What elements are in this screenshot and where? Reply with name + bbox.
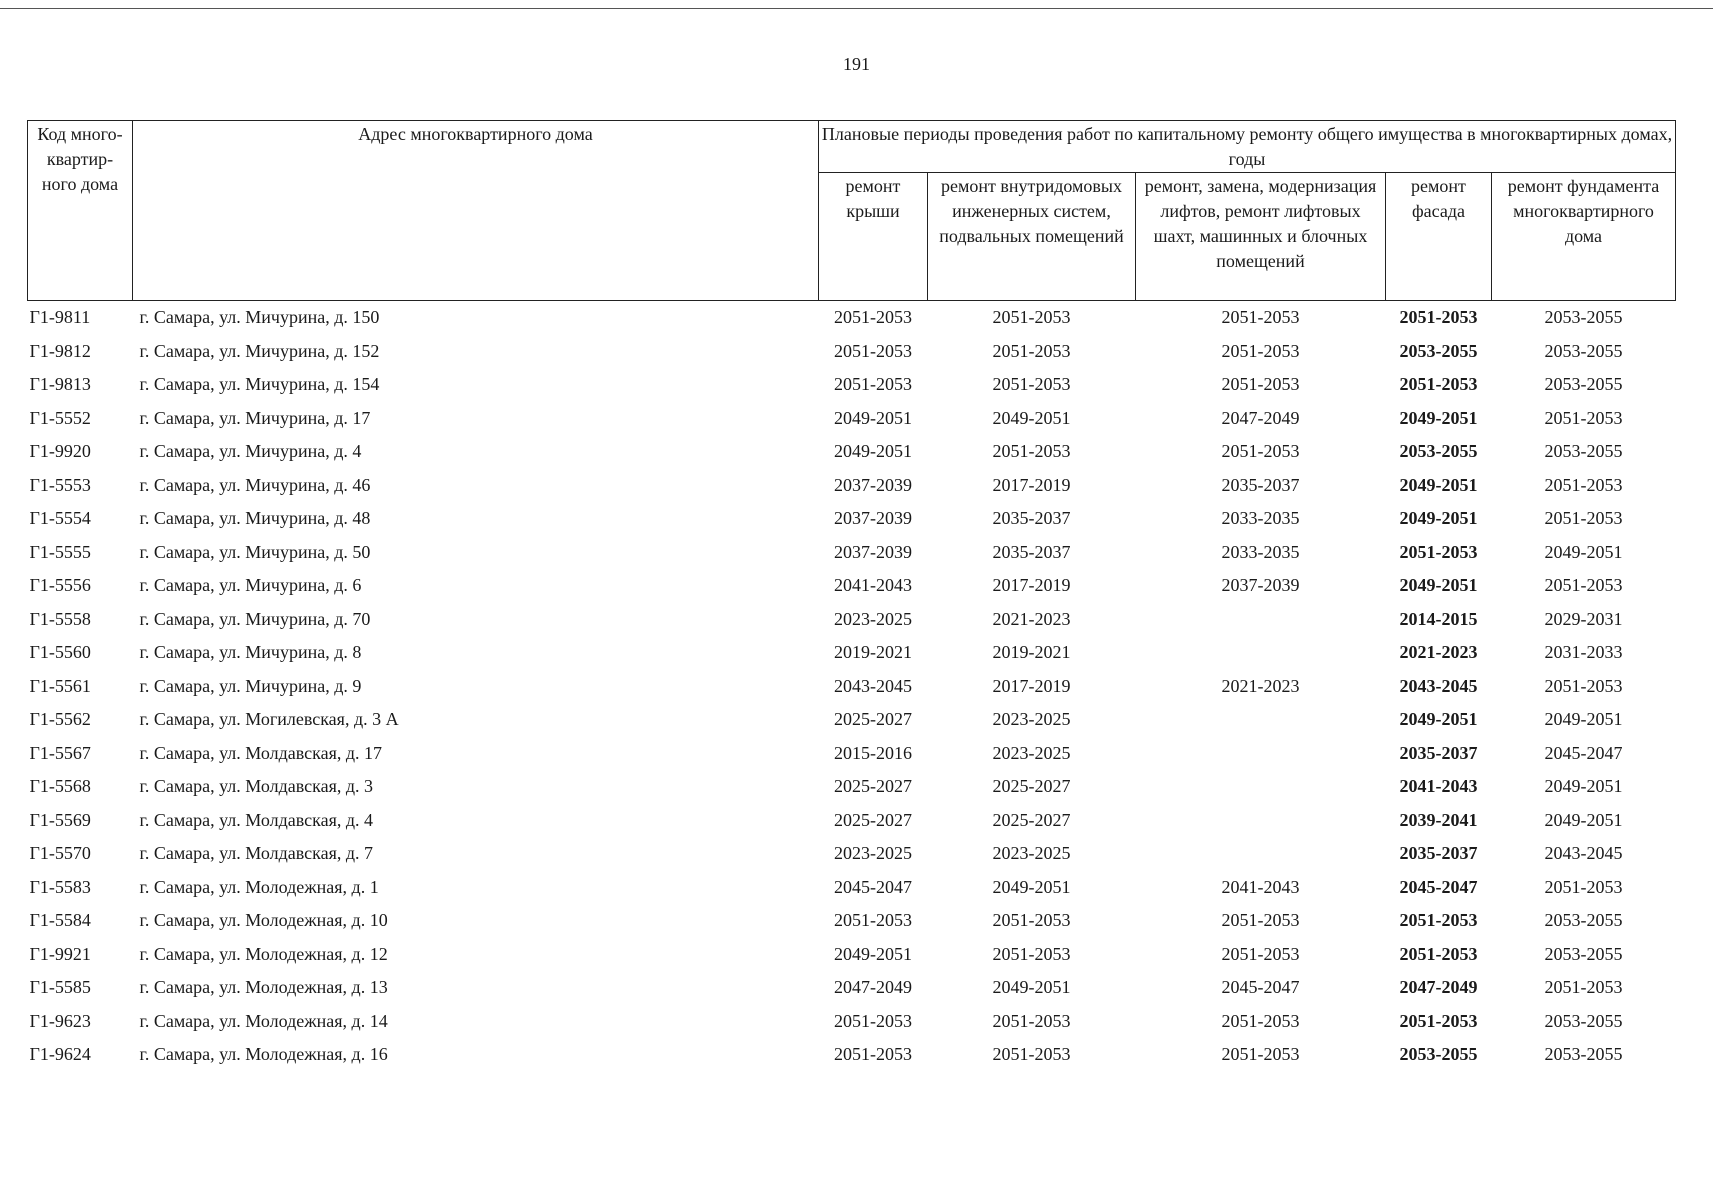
cell-code: Г1-9813 — [29, 374, 91, 395]
header-code: Код много-квартир-ного дома — [28, 121, 133, 301]
cell-foundation: 2051-2053 — [1544, 407, 1623, 428]
table-row — [28, 301, 1676, 335]
cell-roof: 2023-2025 — [834, 843, 912, 864]
table-row — [28, 1038, 1676, 1072]
cell-facade: 2041-2043 — [1399, 776, 1478, 797]
cell-systems: 2025-2027 — [992, 809, 1071, 830]
cell-foundation: 2049-2051 — [1544, 809, 1623, 830]
cell-address: г. Самара, ул. Мичурина, д. 17 — [139, 407, 371, 428]
cell-lifts: 2033-2035 — [1221, 508, 1300, 529]
capital-repair-table — [27, 120, 1676, 1072]
table-row — [28, 904, 1676, 938]
cell-systems: 2051-2053 — [992, 910, 1071, 931]
cell-address: г. Самара, ул. Молдавская, д. 3 — [139, 776, 374, 797]
cell-facade: 2014-2015 — [1399, 608, 1478, 629]
table-row — [28, 670, 1676, 704]
cell-lifts: 2051-2053 — [1221, 1010, 1300, 1031]
cell-systems: 2051-2053 — [992, 307, 1071, 328]
table-row — [28, 402, 1676, 436]
cell-facade: 2047-2049 — [1399, 977, 1478, 998]
cell-address: г. Самара, ул. Молодежная, д. 1 — [139, 876, 379, 897]
cell-lifts — [1136, 737, 1386, 771]
cell-code: Г1-5583 — [29, 876, 91, 897]
cell-address: г. Самара, ул. Молодежная, д. 14 — [139, 1010, 388, 1031]
cell-systems: 2023-2025 — [992, 843, 1071, 864]
table-row — [28, 435, 1676, 469]
cell-address: г. Самара, ул. Молдавская, д. 7 — [139, 843, 374, 864]
cell-lifts: 2051-2053 — [1221, 307, 1300, 328]
table-row — [28, 703, 1676, 737]
cell-systems: 2023-2025 — [992, 742, 1071, 763]
table-row — [28, 536, 1676, 570]
cell-facade: 2051-2053 — [1399, 1010, 1478, 1031]
cell-systems: 2035-2037 — [992, 541, 1071, 562]
cell-code: Г1-5555 — [29, 541, 91, 562]
cell-lifts — [1136, 603, 1386, 637]
cell-address: г. Самара, ул. Мичурина, д. 46 — [139, 474, 371, 495]
cell-lifts: 2051-2053 — [1221, 374, 1300, 395]
table-row — [28, 770, 1676, 804]
cell-address: г. Самара, ул. Молодежная, д. 13 — [139, 977, 388, 998]
header-planned-periods: Плановые периоды проведения работ по капитальному ремонту общего имущества в многоквартирных домах, годы — [819, 121, 1676, 173]
cell-roof: 2041-2043 — [834, 575, 912, 596]
cell-systems: 2051-2053 — [992, 441, 1071, 462]
cell-roof: 2037-2039 — [834, 474, 912, 495]
cell-code: Г1-9812 — [29, 340, 91, 361]
cell-code: Г1-5584 — [29, 910, 91, 931]
cell-facade: 2039-2041 — [1399, 809, 1478, 830]
cell-roof: 2019-2021 — [834, 642, 912, 663]
cell-facade: 2051-2053 — [1399, 541, 1478, 562]
cell-roof: 2037-2039 — [834, 508, 912, 529]
header-systems: ремонт внутридомовых инженерных систем, подвальных помещений — [928, 173, 1136, 301]
cell-foundation: 2053-2055 — [1544, 374, 1623, 395]
cell-foundation: 2053-2055 — [1544, 441, 1623, 462]
table-row — [28, 603, 1676, 637]
cell-address: г. Самара, ул. Молдавская, д. 4 — [139, 809, 374, 830]
cell-roof: 2043-2045 — [834, 675, 912, 696]
cell-lifts — [1136, 804, 1386, 838]
cell-lifts: 2047-2049 — [1221, 407, 1300, 428]
cell-code: Г1-5585 — [29, 977, 91, 998]
cell-roof: 2025-2027 — [834, 709, 912, 730]
cell-foundation: 2045-2047 — [1544, 742, 1623, 763]
cell-foundation: 2053-2055 — [1544, 910, 1623, 931]
header-roof: ремонт крыши — [819, 173, 928, 301]
cell-foundation: 2029-2031 — [1544, 608, 1623, 629]
cell-systems: 2051-2053 — [992, 340, 1071, 361]
table-row — [28, 737, 1676, 771]
cell-address: г. Самара, ул. Молодежная, д. 12 — [139, 943, 388, 964]
cell-address: г. Самара, ул. Мичурина, д. 150 — [139, 307, 380, 328]
table-row — [28, 871, 1676, 905]
cell-code: Г1-5553 — [29, 474, 91, 495]
cell-foundation: 2053-2055 — [1544, 307, 1623, 328]
cell-roof: 2015-2016 — [834, 742, 912, 763]
cell-foundation: 2051-2053 — [1544, 977, 1623, 998]
cell-code: Г1-5558 — [29, 608, 91, 629]
cell-address: г. Самара, ул. Мичурина, д. 48 — [139, 508, 371, 529]
cell-roof: 2049-2051 — [834, 943, 912, 964]
cell-roof: 2025-2027 — [834, 809, 912, 830]
cell-facade: 2049-2051 — [1399, 709, 1478, 730]
cell-roof: 2051-2053 — [834, 910, 912, 931]
cell-systems: 2049-2051 — [992, 876, 1071, 897]
cell-roof: 2049-2051 — [834, 407, 912, 428]
cell-lifts: 2045-2047 — [1221, 977, 1300, 998]
cell-roof: 2047-2049 — [834, 977, 912, 998]
cell-foundation: 2051-2053 — [1544, 508, 1623, 529]
cell-foundation: 2049-2051 — [1544, 709, 1623, 730]
cell-code: Г1-9920 — [29, 441, 91, 462]
cell-systems: 2017-2019 — [992, 575, 1071, 596]
cell-systems: 2021-2023 — [992, 608, 1071, 629]
table-header — [28, 121, 1676, 301]
cell-roof: 2051-2053 — [834, 374, 912, 395]
cell-code: Г1-9811 — [29, 307, 91, 328]
cell-systems: 2025-2027 — [992, 776, 1071, 797]
cell-address: г. Самара, ул. Мичурина, д. 70 — [139, 608, 371, 629]
cell-lifts — [1136, 636, 1386, 670]
cell-facade: 2053-2055 — [1399, 340, 1478, 361]
cell-systems: 2051-2053 — [992, 1010, 1071, 1031]
cell-foundation: 2051-2053 — [1544, 876, 1623, 897]
cell-code: Г1-5569 — [29, 809, 91, 830]
cell-facade: 2051-2053 — [1399, 910, 1478, 931]
cell-address: г. Самара, ул. Мичурина, д. 9 — [139, 675, 362, 696]
cell-code: Г1-5556 — [29, 575, 91, 596]
cell-systems: 2023-2025 — [992, 709, 1071, 730]
cell-systems: 2019-2021 — [992, 642, 1071, 663]
cell-address: г. Самара, ул. Молодежная, д. 16 — [139, 1044, 388, 1065]
cell-foundation: 2051-2053 — [1544, 474, 1623, 495]
cell-lifts — [1136, 703, 1386, 737]
capital-repair-table-container — [27, 120, 1675, 1072]
cell-lifts: 2051-2053 — [1221, 910, 1300, 931]
cell-foundation: 2049-2051 — [1544, 776, 1623, 797]
cell-systems: 2017-2019 — [992, 675, 1071, 696]
cell-foundation: 2053-2055 — [1544, 340, 1623, 361]
table-row — [28, 971, 1676, 1005]
cell-code: Г1-5561 — [29, 675, 91, 696]
cell-address: г. Самара, ул. Мичурина, д. 8 — [139, 642, 362, 663]
cell-code: Г1-9624 — [29, 1044, 91, 1065]
header-facade: ремонт фасада — [1386, 173, 1492, 301]
cell-foundation: 2049-2051 — [1544, 541, 1623, 562]
cell-lifts — [1136, 770, 1386, 804]
cell-code: Г1-5567 — [29, 742, 91, 763]
cell-foundation: 2043-2045 — [1544, 843, 1623, 864]
cell-lifts: 2051-2053 — [1221, 340, 1300, 361]
cell-address: г. Самара, ул. Мичурина, д. 154 — [139, 374, 380, 395]
table-row — [28, 569, 1676, 603]
cell-facade: 2049-2051 — [1399, 508, 1478, 529]
cell-foundation: 2031-2033 — [1544, 642, 1623, 663]
cell-systems: 2049-2051 — [992, 977, 1071, 998]
cell-facade: 2045-2047 — [1399, 876, 1478, 897]
cell-lifts: 2033-2035 — [1221, 541, 1300, 562]
cell-address: г. Самара, ул. Молдавская, д. 17 — [139, 742, 383, 763]
cell-facade: 2049-2051 — [1399, 407, 1478, 428]
cell-roof: 2051-2053 — [834, 1044, 912, 1065]
header-lifts: ремонт, замена, модернизация лифтов, ремонт лифтовых шахт, машинных и блочных помещений — [1136, 173, 1386, 301]
cell-roof: 2049-2051 — [834, 441, 912, 462]
cell-roof: 2025-2027 — [834, 776, 912, 797]
cell-systems: 2051-2053 — [992, 943, 1071, 964]
table-row — [28, 502, 1676, 536]
table-row — [28, 837, 1676, 871]
header-address: Адрес многоквартирного дома — [133, 121, 819, 301]
cell-roof: 2045-2047 — [834, 876, 912, 897]
cell-systems: 2035-2037 — [992, 508, 1071, 529]
table-row — [28, 636, 1676, 670]
cell-code: Г1-5560 — [29, 642, 91, 663]
cell-facade: 2049-2051 — [1399, 575, 1478, 596]
cell-systems: 2051-2053 — [992, 1044, 1071, 1065]
table-row — [28, 804, 1676, 838]
cell-lifts: 2051-2053 — [1221, 943, 1300, 964]
cell-systems: 2017-2019 — [992, 474, 1071, 495]
cell-address: г. Самара, ул. Могилевская, д. 3 А — [139, 709, 399, 730]
cell-address: г. Самара, ул. Мичурина, д. 50 — [139, 541, 371, 562]
table-row — [28, 368, 1676, 402]
cell-facade: 2035-2037 — [1399, 843, 1478, 864]
cell-lifts: 2051-2053 — [1221, 1044, 1300, 1065]
cell-foundation: 2053-2055 — [1544, 943, 1623, 964]
cell-address: г. Самара, ул. Молодежная, д. 10 — [139, 910, 388, 931]
cell-facade: 2049-2051 — [1399, 474, 1478, 495]
table-row — [28, 938, 1676, 972]
table-body — [28, 301, 1676, 1072]
cell-code: Г1-5568 — [29, 776, 91, 797]
cell-address: г. Самара, ул. Мичурина, д. 6 — [139, 575, 362, 596]
cell-roof: 2023-2025 — [834, 608, 912, 629]
cell-foundation: 2051-2053 — [1544, 575, 1623, 596]
cell-facade: 2053-2055 — [1399, 1044, 1478, 1065]
cell-roof: 2037-2039 — [834, 541, 912, 562]
cell-lifts: 2041-2043 — [1221, 876, 1300, 897]
cell-address: г. Самара, ул. Мичурина, д. 4 — [139, 441, 362, 462]
top-border-line — [0, 8, 1713, 9]
table-row — [28, 469, 1676, 503]
page-number: 191 — [843, 54, 870, 74]
cell-foundation: 2053-2055 — [1544, 1044, 1623, 1065]
cell-code: Г1-5562 — [29, 709, 91, 730]
cell-facade: 2035-2037 — [1399, 742, 1478, 763]
cell-facade: 2043-2045 — [1399, 675, 1478, 696]
cell-facade: 2051-2053 — [1399, 307, 1478, 328]
table-row — [28, 335, 1676, 369]
cell-foundation: 2053-2055 — [1544, 1010, 1623, 1031]
cell-facade: 2051-2053 — [1399, 943, 1478, 964]
cell-code: Г1-9921 — [29, 943, 91, 964]
cell-roof: 2051-2053 — [834, 1010, 912, 1031]
cell-lifts: 2051-2053 — [1221, 441, 1300, 462]
cell-address: г. Самара, ул. Мичурина, д. 152 — [139, 340, 380, 361]
cell-code: Г1-5554 — [29, 508, 91, 529]
cell-systems: 2051-2053 — [992, 374, 1071, 395]
cell-facade: 2051-2053 — [1399, 374, 1478, 395]
cell-facade: 2021-2023 — [1399, 642, 1478, 663]
cell-lifts — [1136, 837, 1386, 871]
header-foundation: ремонт фундамента многоквартирного дома — [1492, 173, 1676, 301]
cell-roof: 2051-2053 — [834, 340, 912, 361]
cell-systems: 2049-2051 — [992, 407, 1071, 428]
cell-code: Г1-9623 — [29, 1010, 91, 1031]
cell-lifts: 2035-2037 — [1221, 474, 1300, 495]
cell-roof: 2051-2053 — [834, 307, 912, 328]
table-row — [28, 1005, 1676, 1039]
cell-code: Г1-5552 — [29, 407, 91, 428]
cell-facade: 2053-2055 — [1399, 441, 1478, 462]
cell-code: Г1-5570 — [29, 843, 91, 864]
cell-lifts: 2037-2039 — [1221, 575, 1300, 596]
cell-lifts: 2021-2023 — [1221, 675, 1300, 696]
cell-foundation: 2051-2053 — [1544, 675, 1623, 696]
